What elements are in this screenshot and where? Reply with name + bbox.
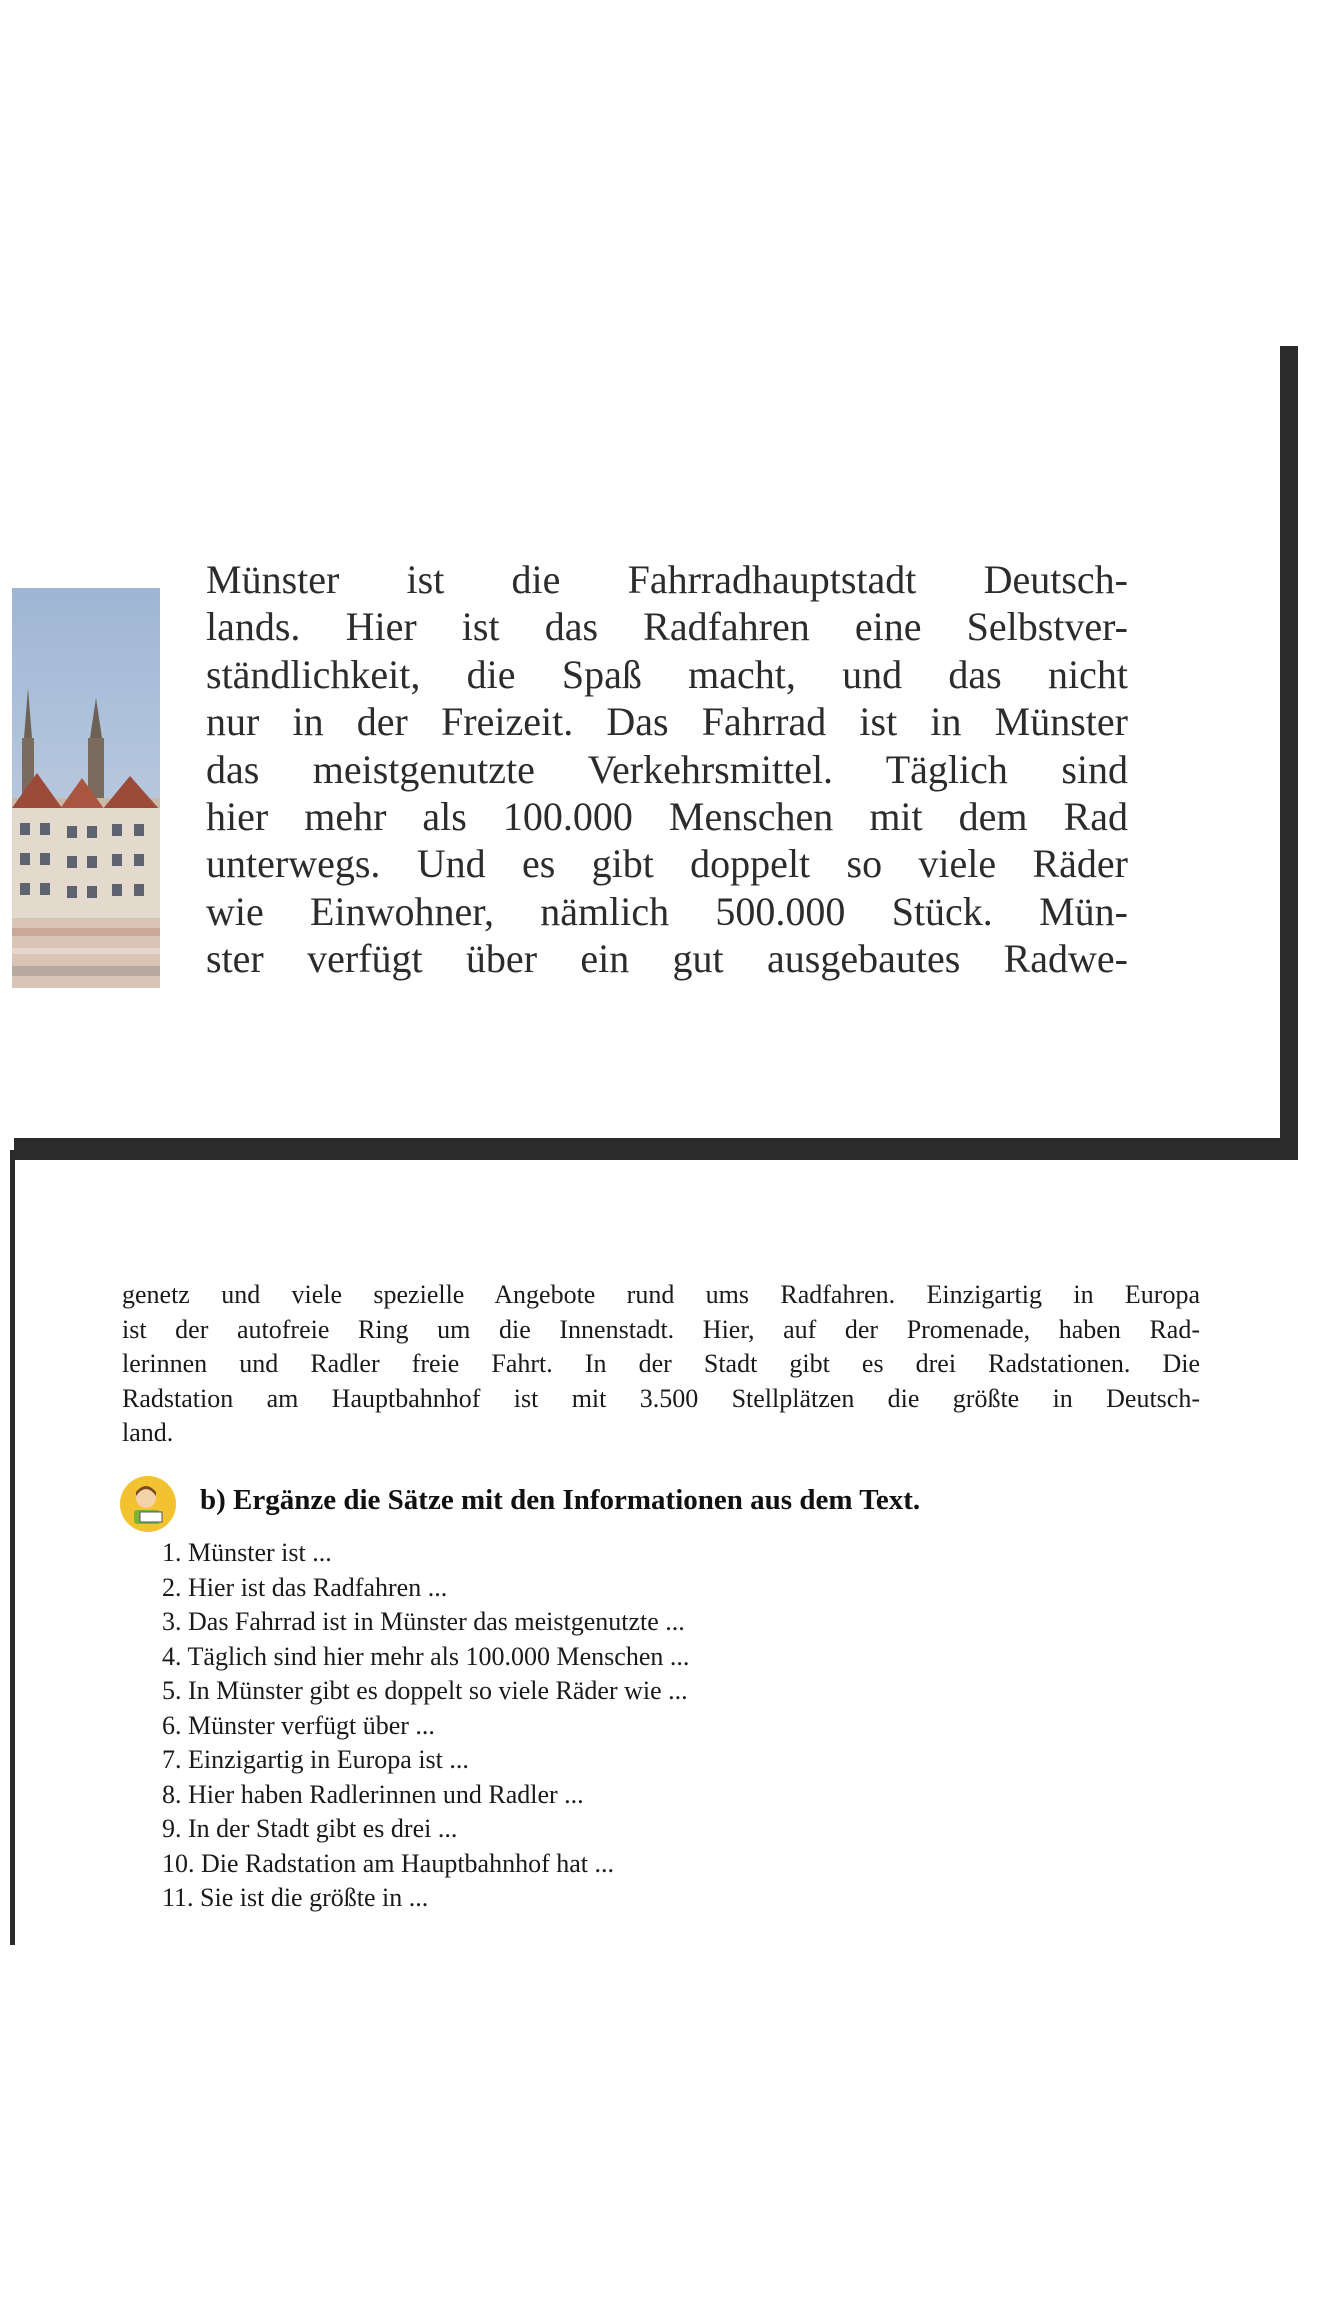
text-line: Radstation am Hauptbahnhof ist mit 3.500 Stellplätzen die größte in Deutsch- xyxy=(122,1383,1200,1413)
task-list xyxy=(162,1536,689,1916)
text-line: unterwegs. Und es gibt doppelt so viele Räder xyxy=(206,841,1128,887)
text-line: genetz und viele spezielle Angebote rund ums Radfahren. Einzigartig in Europa xyxy=(122,1280,1200,1309)
frame-border-left xyxy=(10,1150,15,1945)
list-item: 8. Hier haben Radlerinnen und Radler ... xyxy=(162,1779,584,1809)
intro-paragraph xyxy=(206,556,1128,983)
text-line: Münster ist die Fahrradhauptstadt Deutsch- xyxy=(206,557,1128,602)
text-line: ständlichkeit, die Spaß macht, und das nicht xyxy=(206,651,1128,697)
text-line: hier mehr als 100.000 Menschen mit dem Rad xyxy=(206,794,1128,840)
text-line: lerinnen und Radler freie Fahrt. In der Stadt gibt es drei Radstationen. Die xyxy=(122,1349,1200,1378)
text-line: ster verfügt über ein gut ausgebautes Radwe- xyxy=(206,936,1128,982)
frame-border-bottom xyxy=(14,1138,1298,1160)
task-title: b) Ergänze die Sätze mit den Informationen aus dem Text. xyxy=(200,1484,921,1516)
list-item: 9. In der Stadt gibt es drei ... xyxy=(162,1814,458,1843)
text-line: lands. Hier ist das Radfahren eine Selbstver- xyxy=(206,604,1128,650)
list-item: 2. Hier ist das Radfahren ... xyxy=(162,1572,448,1602)
text-line: wie Einwohner, nämlich 500.000 Stück. Mün- xyxy=(206,888,1128,934)
student-reading-icon xyxy=(118,1474,178,1534)
list-item: 6. Münster verfügt über ... xyxy=(162,1710,435,1740)
list-item: 4. Täglich sind hier mehr als 100.000 Menschen ... xyxy=(162,1641,690,1671)
text-line: ist der autofreie Ring um die Innenstadt. Hier, auf der Promenade, haben Rad- xyxy=(122,1314,1200,1344)
city-photo xyxy=(12,588,160,988)
list-item: 1. Münster ist ... xyxy=(162,1538,332,1567)
list-item: 11. Sie ist die größte in ... xyxy=(162,1883,429,1912)
list-item: 10. Die Radstation am Hauptbahnhof hat ... xyxy=(162,1848,615,1878)
continuation-paragraph xyxy=(122,1278,1200,1451)
list-item: 3. Das Fahrrad ist in Münster das meistgenutzte ... xyxy=(162,1607,685,1636)
text-line: das meistgenutzte Verkehrsmittel. Täglich sind xyxy=(206,746,1128,792)
text-line: land. xyxy=(122,1418,174,1447)
frame-border-right xyxy=(1280,346,1298,1156)
list-item: 7. Einzigartig in Europa ist ... xyxy=(162,1745,469,1774)
munster-skyline-image xyxy=(12,588,160,988)
list-item: 5. In Münster gibt es doppelt so viele Räder wie ... xyxy=(162,1676,688,1705)
text-line: nur in der Freizeit. Das Fahrrad ist in Münster xyxy=(206,699,1128,745)
